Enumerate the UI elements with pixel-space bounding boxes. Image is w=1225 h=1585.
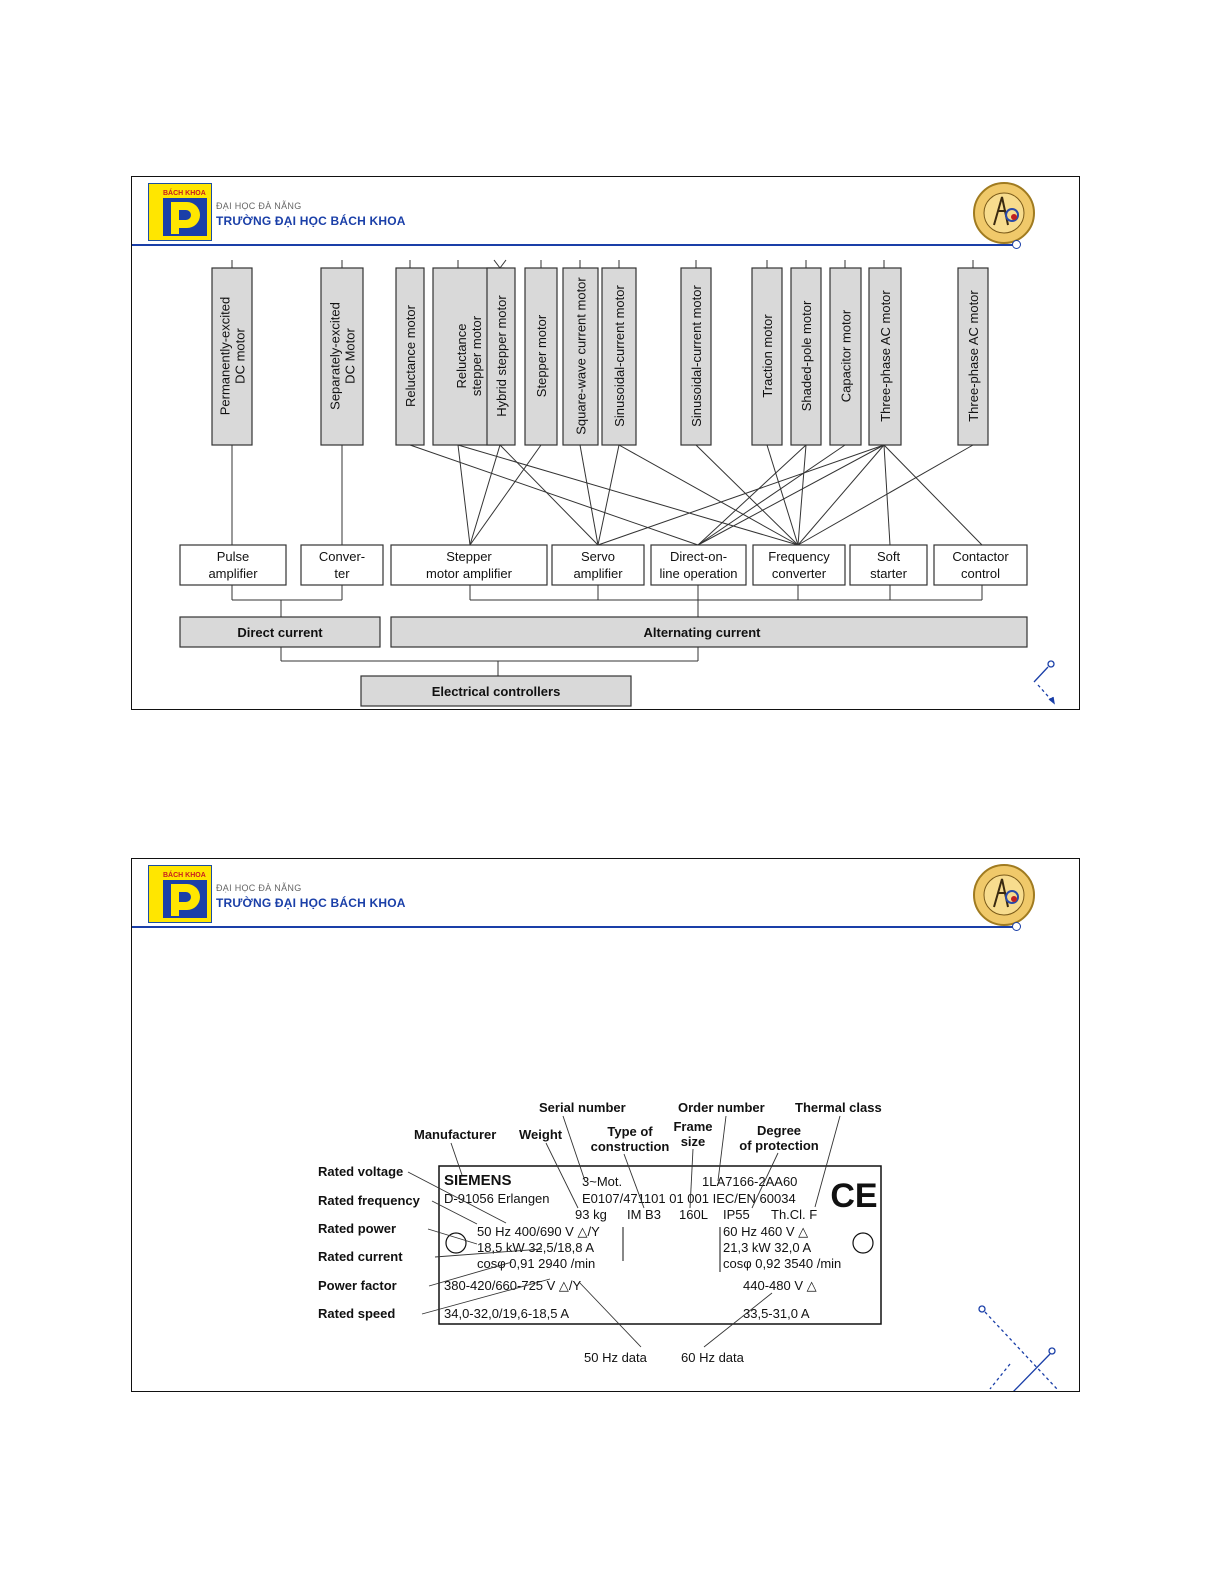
plate-construction: IM B3 bbox=[627, 1207, 661, 1222]
plate-50hz-line5: 34,0-32,0/19,6-18,5 A bbox=[444, 1306, 570, 1321]
motor-box bbox=[830, 268, 861, 445]
motor-label: Three-phase AC motor bbox=[966, 290, 981, 422]
plate-50hz-line4: 380-420/660-725 V △/Y bbox=[444, 1278, 582, 1293]
callout-serial-number: Serial number bbox=[539, 1100, 626, 1115]
controller-label: Direct-on- bbox=[669, 549, 728, 564]
rating-plate-diagram bbox=[132, 859, 1080, 1392]
corner-decoration bbox=[1034, 661, 1054, 703]
callout-degree: Degree bbox=[756, 1123, 802, 1138]
plate-frame-size: 160L bbox=[679, 1207, 708, 1222]
controller-box bbox=[391, 545, 547, 585]
motor-label: Stepper motor bbox=[534, 314, 549, 398]
motor-box bbox=[563, 268, 598, 445]
plate-60hz-line1: 60 Hz 460 V △ bbox=[723, 1224, 809, 1239]
controller-label: ter bbox=[334, 566, 350, 581]
plate-60hz-line4: 440-480 V △ bbox=[743, 1278, 817, 1293]
motor-label: DC Motor bbox=[342, 328, 358, 384]
callout-rated-voltage: Rated voltage bbox=[318, 1164, 404, 1179]
controller-box bbox=[753, 545, 845, 585]
motor-label: Capacitor motor bbox=[838, 309, 854, 403]
callout-construction: construction bbox=[590, 1139, 670, 1154]
plate-weight: 93 kg bbox=[575, 1207, 607, 1222]
controller-box bbox=[180, 545, 286, 585]
slide-motor-controllers bbox=[131, 176, 1080, 710]
controller-label: Pulse bbox=[216, 549, 250, 564]
motor-box bbox=[487, 268, 515, 445]
controller-label: starter bbox=[870, 566, 907, 581]
callout-of-protection: of protection bbox=[739, 1138, 819, 1153]
motor-box bbox=[681, 268, 711, 445]
motor-box bbox=[212, 268, 252, 445]
callout-50hz-data: 50 Hz data bbox=[584, 1350, 647, 1365]
university-name: ĐẠI HỌC ĐÀ NẴNG bbox=[216, 883, 302, 893]
callout-size: size bbox=[680, 1134, 706, 1149]
controller-label: Conver- bbox=[318, 549, 366, 564]
motor-box bbox=[869, 268, 901, 445]
motor-label: Shaded-pole motor bbox=[799, 300, 814, 412]
logo-text: BÁCH KHOA bbox=[163, 190, 206, 197]
motor-label: Traction motor bbox=[760, 314, 775, 398]
logo-text: BÁCH KHOA bbox=[163, 872, 206, 879]
motor-label: Sinusoidal-current motor bbox=[689, 285, 704, 427]
callout-type-of: Type of bbox=[607, 1124, 653, 1139]
slide-rating-plate bbox=[131, 858, 1080, 1392]
controller-box bbox=[850, 545, 927, 585]
controller-box bbox=[552, 545, 644, 585]
school-name: TRƯỜNG ĐẠI HỌC BÁCH KHOA bbox=[216, 214, 406, 228]
plate-50hz-line2: 18,5 kW 32,5/18,8 A bbox=[477, 1240, 595, 1255]
plate-60hz-line2: 21,3 kW 32,0 A bbox=[723, 1240, 812, 1255]
motor-box bbox=[958, 268, 988, 445]
motor-box bbox=[752, 268, 782, 445]
corner-decoration bbox=[979, 1306, 1057, 1392]
alternating-current-label: Alternating current bbox=[643, 625, 761, 640]
motor-label: Three-phase AC motor bbox=[878, 290, 893, 422]
direct-current-label: Direct current bbox=[237, 625, 323, 640]
controller-box bbox=[934, 545, 1027, 585]
motor-label: Sinusoidal-current motor bbox=[612, 285, 627, 427]
motor-box bbox=[525, 268, 557, 445]
callout-weight: Weight bbox=[519, 1127, 563, 1142]
callout-rated-power: Rated power bbox=[318, 1221, 397, 1236]
motor-label: Square-wave current motor bbox=[573, 277, 589, 435]
motor-label: Separately-excited bbox=[327, 302, 343, 410]
motor-label: Reluctance bbox=[454, 323, 469, 389]
callout-rated-current: Rated current bbox=[318, 1249, 403, 1264]
plate-motor-type: 3~Mot. bbox=[582, 1174, 623, 1189]
controller-label: Stepper bbox=[446, 549, 492, 564]
plate-order-number: 1LA7166-2AA60 bbox=[702, 1174, 798, 1189]
callout-thermal-class: Thermal class bbox=[795, 1100, 882, 1115]
plate-serial-line: E0107/471101 01 001 IEC/EN 60034 bbox=[582, 1191, 796, 1206]
controller-box bbox=[651, 545, 746, 585]
plate-thermal-class: Th.Cl. F bbox=[771, 1207, 818, 1222]
plate-60hz-line5: 33,5-31,0 A bbox=[743, 1306, 810, 1321]
plate-brand: SIEMENS bbox=[444, 1172, 512, 1189]
callout-manufacturer: Manufacturer bbox=[414, 1127, 497, 1142]
plate-protection: IP55 bbox=[723, 1207, 750, 1222]
ce-mark: CE bbox=[830, 1177, 878, 1215]
callout-order-number: Order number bbox=[678, 1100, 765, 1115]
motor-box bbox=[396, 268, 424, 445]
plate-50hz-line3: cosφ 0,91 2940 /min bbox=[477, 1256, 596, 1271]
controller-label: Contactor bbox=[952, 549, 1009, 564]
motor-label: Reluctance motor bbox=[403, 305, 418, 407]
motor-label: Hybrid stepper motor bbox=[494, 295, 509, 417]
controller-label: Frequency bbox=[768, 549, 830, 564]
controller-label: Servo bbox=[581, 549, 615, 564]
controller-label: amplifier bbox=[573, 566, 623, 581]
controller-label: converter bbox=[771, 566, 827, 581]
motor-label: stepper motor bbox=[469, 315, 484, 397]
plate-60hz-line3: cosφ 0,92 3540 /min bbox=[723, 1256, 842, 1271]
motor-label: Permanently-excited bbox=[217, 296, 233, 416]
plate-address: D-91056 Erlangen bbox=[444, 1191, 550, 1206]
controller-label: amplifier bbox=[208, 566, 258, 581]
controller-label: line operation bbox=[659, 566, 738, 581]
callout-frame: Frame bbox=[673, 1119, 713, 1134]
motor-box bbox=[791, 268, 821, 445]
motor-label: DC motor bbox=[232, 328, 248, 384]
motor-box bbox=[321, 268, 363, 445]
callout-60hz-data: 60 Hz data bbox=[681, 1350, 744, 1365]
controller-label: motor amplifier bbox=[426, 566, 512, 581]
electrical-controllers-label: Electrical controllers bbox=[431, 684, 561, 699]
controller-label: control bbox=[960, 566, 1001, 581]
motor-controller-diagram bbox=[132, 177, 1080, 710]
motor-box bbox=[602, 268, 636, 445]
university-name: ĐẠI HỌC ĐÀ NẴNG bbox=[216, 201, 302, 211]
controller-label: Soft bbox=[876, 549, 901, 564]
controller-box bbox=[301, 545, 383, 585]
callout-power-factor: Power factor bbox=[318, 1278, 397, 1293]
callout-rated-speed: Rated speed bbox=[318, 1306, 396, 1321]
plate-50hz-line1: 50 Hz 400/690 V △/Y bbox=[477, 1224, 600, 1239]
school-name: TRƯỜNG ĐẠI HỌC BÁCH KHOA bbox=[216, 896, 406, 910]
callout-rated-frequency: Rated frequency bbox=[318, 1193, 420, 1208]
